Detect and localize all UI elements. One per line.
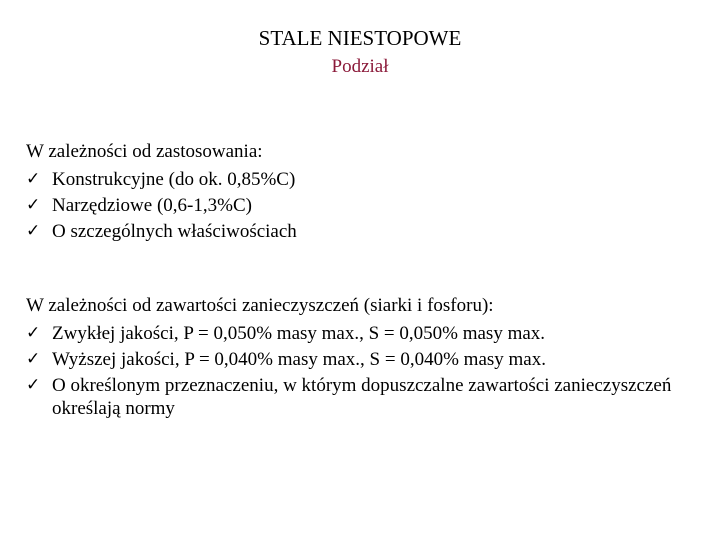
list-item (26, 374, 696, 420)
list-item-text: Narzędziowe (0,6-1,3%C) (52, 195, 252, 216)
section-heading: W zależności od zastosowania: (26, 141, 263, 162)
section-impurities (26, 293, 696, 420)
list-item (26, 322, 696, 345)
list-item (26, 194, 696, 217)
checkmark-icon: ✓ (26, 169, 41, 189)
checkmark-icon: ✓ (26, 195, 41, 215)
list-item-text: Wyższej jakości, P = 0,040% masy max., S = 0,040% masy max. (52, 349, 546, 370)
list-item-text: Zwykłej jakości, P = 0,050% masy max., S = 0,050% masy max. (52, 323, 546, 344)
list-item-text: Konstrukcyjne (do ok. 0,85%C) (52, 169, 296, 190)
slide-title: STALE NIESTOPOWE (258, 26, 462, 50)
checkmark-icon: ✓ (26, 375, 41, 395)
list-item (26, 168, 696, 191)
list-item (26, 348, 696, 371)
checkmark-icon: ✓ (26, 221, 41, 241)
section-heading: W zależności od zawartości zanieczyszczeń (siarki i fosforu): (26, 295, 494, 316)
checkmark-icon: ✓ (26, 349, 41, 369)
slide-subtitle: Podział (331, 56, 389, 77)
checkmark-icon: ✓ (26, 323, 41, 343)
list-item (26, 220, 696, 243)
section-application (26, 139, 696, 243)
list-item-text: O określonym przeznaczeniu, w którym dopuszczalne zawartości zanieczyszczeń określają normy (52, 375, 672, 419)
list-item-text: O szczególnych właściwościach (52, 221, 297, 242)
